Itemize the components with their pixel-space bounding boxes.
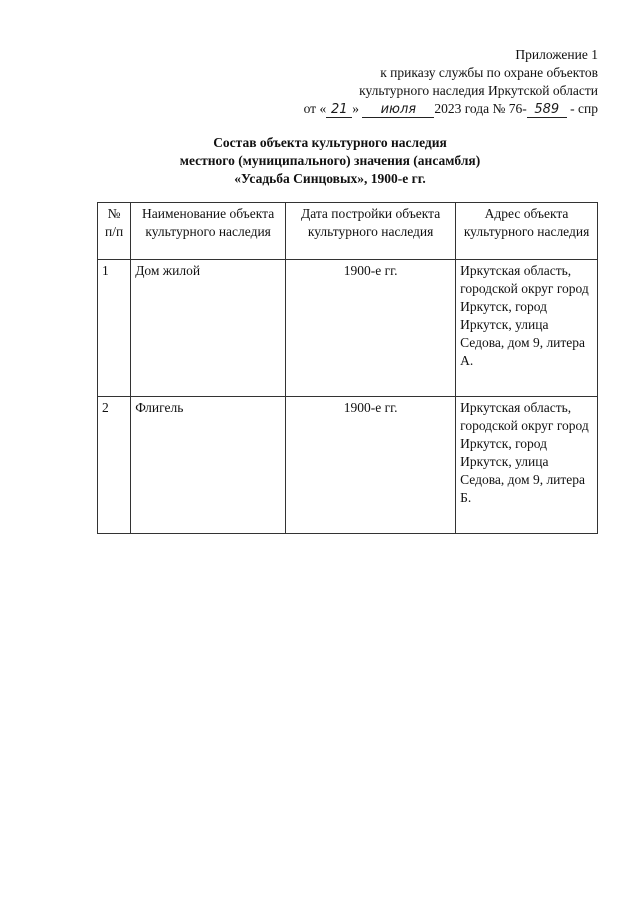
row-name: Флигель bbox=[131, 397, 286, 534]
header-number: № п/п bbox=[98, 203, 131, 260]
order-date-line bbox=[304, 100, 598, 118]
handwritten-day: 21 bbox=[326, 103, 352, 118]
row-name: Дом жилой bbox=[131, 260, 286, 397]
document-title bbox=[150, 134, 510, 188]
order-reference: к приказу службы по охране объектов bbox=[380, 65, 598, 80]
title-line-2: местного (муниципального) значения (ансамбля) bbox=[179, 153, 481, 168]
appendix-label: Приложение 1 bbox=[515, 47, 598, 62]
table-header-row bbox=[98, 203, 598, 260]
row-address: Иркутская область, городской округ город Иркутск, город Иркутск, улица Седова, дом 9, литера Б. bbox=[456, 397, 598, 534]
row-date: 1900-е гг. bbox=[286, 397, 456, 534]
header-name: Наименование объекта культурного наследия bbox=[131, 203, 286, 260]
table-row bbox=[98, 260, 598, 397]
year-text: 2023 года № 76- bbox=[434, 101, 527, 116]
date-prefix: от « bbox=[303, 101, 327, 116]
title-line-1: Состав объекта культурного наследия bbox=[213, 135, 447, 150]
table-row bbox=[98, 397, 598, 534]
row-number: 2 bbox=[98, 397, 131, 534]
day-suffix: » bbox=[352, 101, 359, 116]
agency-name: культурного наследия Иркутской области bbox=[359, 83, 598, 98]
header-date: Дата постройки объекта культурного наследия bbox=[286, 203, 456, 260]
order-suffix: - спр bbox=[570, 101, 598, 116]
title-line-3: «Усадьба Синцовых», 1900-е гг. bbox=[234, 171, 426, 186]
handwritten-month: июля bbox=[362, 103, 434, 118]
header-address: Адрес объекта культурного наследия bbox=[456, 203, 598, 260]
row-date: 1900-е гг. bbox=[286, 260, 456, 397]
handwritten-order-number: 589 bbox=[527, 103, 567, 118]
row-address: Иркутская область, городской округ город Иркутск, город Иркутск, улица Седова, дом 9, литера А. bbox=[456, 260, 598, 397]
heritage-objects-table bbox=[97, 202, 598, 534]
appendix-header bbox=[304, 46, 598, 118]
row-number: 1 bbox=[98, 260, 131, 397]
